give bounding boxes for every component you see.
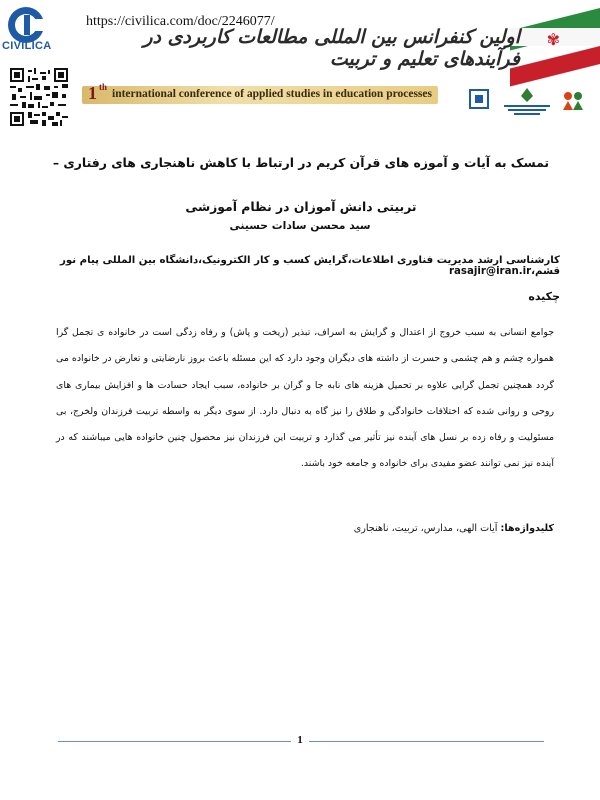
author-name: سید محسن سادات حسینی [229,219,371,232]
paper-title: تمسک به آیات و آموزه های قرآن کریم در ارتباط با کاهش ناهنجاری های رفتاری – تربیتی دانش آموزان در نظام آموزشی [52,155,550,214]
keywords-line [56,523,554,534]
civilica-brand: CIVILICA [2,40,52,52]
sponsor-logo-1 [468,88,490,110]
abstract-text: جوامع انسانی به سبب خروج از اعتدال و گرایش به اسراف، تبذیر (ریخت و پاش) و رفاه زدگی است در خانواده ی تجمل گرا همواره چشم و هم چشمی و حسرت از داشته های دیگران وجود دارد که این مسئله باعث بروز نارضایتی و تعارض در خانواده می گردد همچنین تجمل گرایی علاوه بر تحمیل هزینه های نابه جا و گران بر خانواده، سبب ایجاد حسادت ها و افزایش بیماری های روحی و روانی شده که اختلافات خانوادگی و طلاق را نیز گاه به دنبال دارد. از سوی دیگر به واسطه تربیت فرزندان ولخرج، بی مسئولیت و رفاه زده بر نسل های آینده نیز تأثیر می گذارد و تربیت این فرزندان نیز محصول چنین خانواده هایی میباشند که در آینده نیز نمی توانند عضو مفیدی برای خانواده و جامعه خود باشند. [56,327,554,470]
conference-title-en-bar [82,82,438,104]
conference-title-en: international conference of applied studies in education processes [112,88,432,100]
qr-code [10,68,68,126]
keywords-label: کلیدواژه‌ها: [500,523,554,534]
conference-banner [70,8,600,128]
conference-number-suffix: th [99,82,108,92]
sponsor-logo-2 [498,86,556,116]
keywords-list: آیات الهی، مدارس، تربیت، ناهنجاری [353,523,498,534]
page-number-value: 1 [291,734,309,746]
author-affiliation: کارشناسی ارشد مدیریت فناوری اطلاعات،گرایش کسب و کار الکترونیک،دانشگاه بین المللی پیام نور قشم،rasajir@iran.ir [60,255,560,277]
page-number [0,734,600,746]
sponsor-logo-3 [560,88,586,114]
abstract-heading: چکیده [528,290,560,303]
flag-stripe-red [510,46,600,86]
conference-number: 1 [88,83,97,103]
conference-title-fa: اولین کنفرانس بین المللی مطالعات کاربردی در فرآیندهای تعلیم و تربیت [143,26,520,70]
document-url[interactable]: https://civilica.com/doc/2246077/ [86,14,275,29]
iran-emblem-icon: ✾ [546,30,560,49]
